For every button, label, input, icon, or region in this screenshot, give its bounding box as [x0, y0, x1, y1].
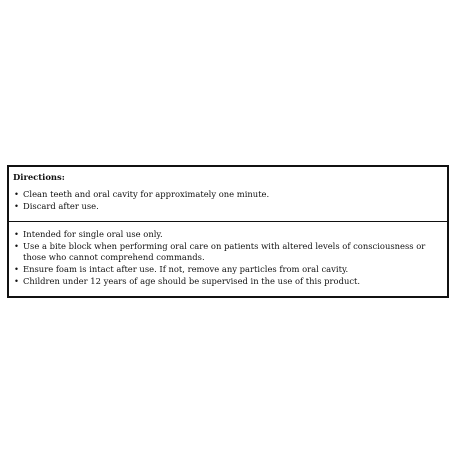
list-item-text: Children under 12 years of age should be supervised in the use of this product. [23, 275, 361, 286]
directions-list [13, 189, 441, 212]
list-item [13, 264, 441, 276]
list-item [13, 189, 441, 201]
list-item-text: Use a bite block when performing oral care on patients with altered levels of consciousness or those who cannot comprehend commands. [23, 240, 426, 263]
directions-panel [7, 165, 449, 298]
list-item [13, 229, 441, 241]
list-item-text: Clean teeth and oral cavity for approximately one minute. [23, 189, 270, 199]
bullet-icon: • [14, 189, 19, 199]
bullet-icon: • [14, 275, 19, 286]
warnings-list [13, 229, 441, 287]
list-item-text: Discard after use. [23, 200, 99, 211]
bullet-icon: • [14, 200, 19, 211]
warnings-section [9, 221, 447, 296]
bullet-icon: • [14, 263, 19, 274]
list-item-text: Ensure foam is intact after use. If not, remove any particles from oral cavity. [23, 263, 349, 274]
list-item [13, 201, 441, 213]
bullet-icon: • [14, 240, 19, 251]
directions-section [9, 167, 447, 221]
list-item [13, 241, 441, 264]
bullet-icon: • [14, 229, 19, 240]
directions-heading: Directions: [13, 172, 65, 182]
list-item [13, 276, 441, 288]
list-item-text: Intended for single oral use only. [23, 229, 163, 240]
